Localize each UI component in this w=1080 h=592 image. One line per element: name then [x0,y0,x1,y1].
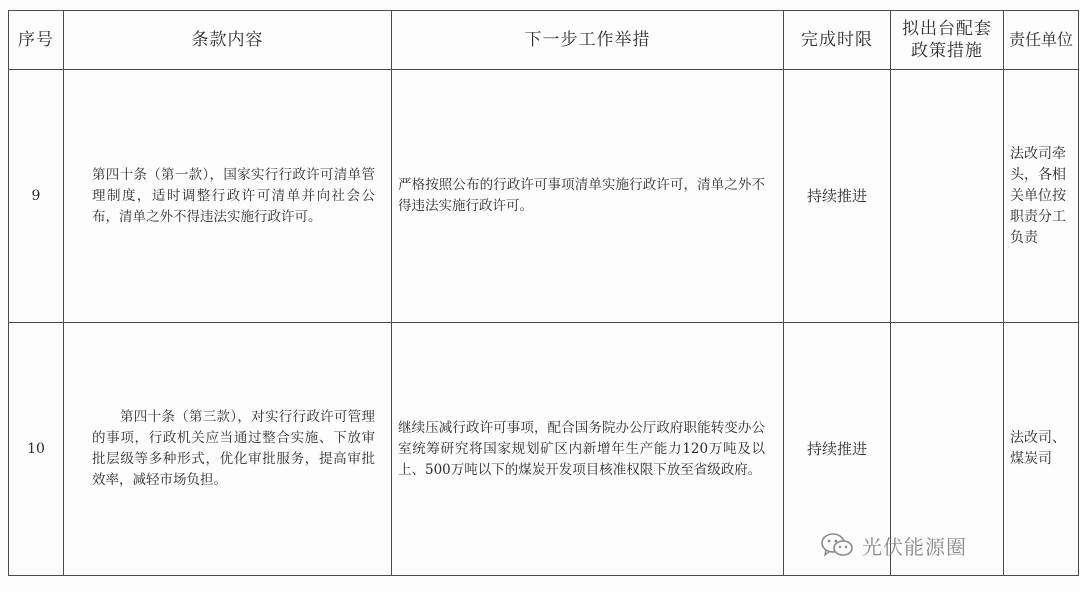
row-clause [64,323,392,576]
row-measures-text: 严格按照公布的行政许可事项清单实施行政许可，清单之外不得违法实施行政许可。 [398,177,765,214]
row-deadline: 持续推进 [784,70,891,323]
header-unit: 责任单位 [1004,11,1079,70]
row-clause-text: 第四十条（第一款），国家实行行政许可清单管理制度，适时调整行政许可清单并向社会公布，清单之外不得违法实施行政许可。 [92,166,375,225]
wechat-icon [820,532,854,558]
row-policy [891,70,1004,323]
watermark [820,530,967,560]
table-row [9,70,1079,323]
row-unit: 法改司牵头，各相关单位按职责分工负责 [1004,70,1079,323]
row-seq: 10 [9,323,64,576]
policy-table [8,10,1079,576]
row-clause-text: 第四十条（第三款），对实行行政许可管理的事项，行政机关应当通过整合实施、下放审批层级等多种形式，优化审批服务，提高审批效率，减轻市场负担。 [92,409,375,488]
header-policy-label: 拟出台配套政策措施 [902,19,992,61]
row-clause [64,70,392,323]
watermark-text: 光伏能源圈 [862,534,967,559]
row-measures-text: 继续压减行政许可事项，配合国务院办公厅政府职能转变办公室统筹研究将国家规划矿区内新增年生产能力120万吨及以上、500万吨以下的煤炭开发项目核准权限下放至省级政府。 [398,419,765,478]
row-unit: 法改司、煤炭司 [1004,323,1079,576]
row-seq: 9 [9,70,64,323]
header-measures: 下一步工作举措 [392,11,784,70]
header-seq: 序号 [9,11,64,70]
row-measures [392,70,784,323]
header-policy [891,11,1004,70]
row-deadline: 持续推进 [784,323,891,576]
header-clause: 条款内容 [64,11,392,70]
row-measures [392,323,784,576]
header-deadline: 完成时限 [784,11,891,70]
table-header-row [9,11,1079,70]
